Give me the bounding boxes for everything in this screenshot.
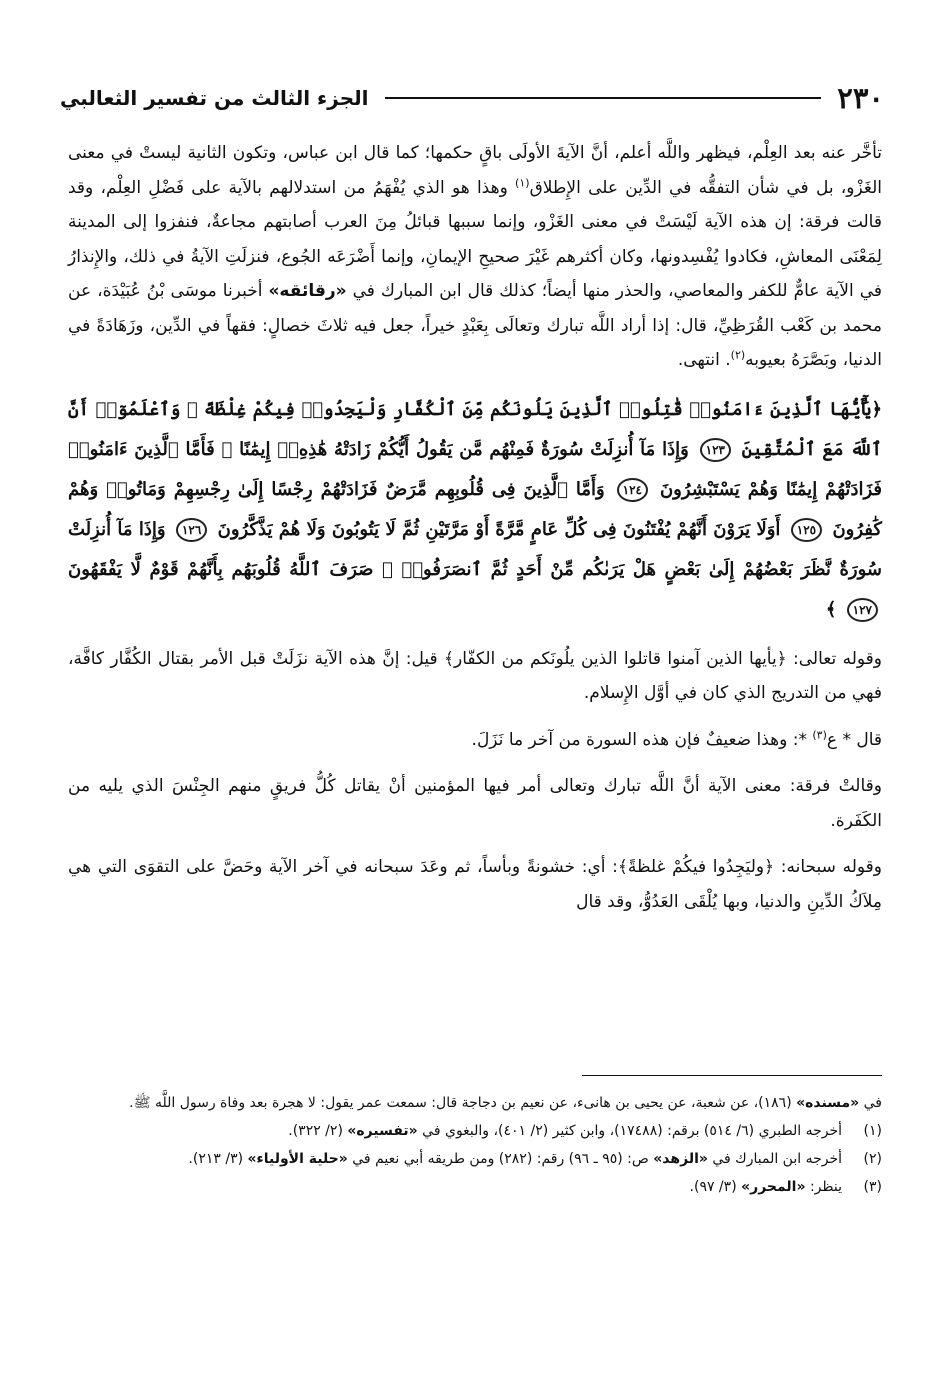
footnote-rule	[582, 1075, 882, 1076]
ayah-marker-123: ١٢٣	[700, 438, 731, 462]
text: تأخَّر عنه بعد العِلْم، فيظهر واللَّه أعلم، أنَّ الآيةَ الأولَى باقٍ حكمها؛ كما قال ابن عباس، وتكون الثانية ليستْ في معنى الغَزْو، بل في شأن التفقُّه في الدِّين على الإِطلاق	[68, 143, 882, 198]
page-number: ٢٣٠	[837, 81, 884, 115]
footnote-number: (٢)	[863, 1151, 882, 1167]
text: في	[859, 1095, 882, 1111]
footnote-continuation	[68, 1092, 882, 1115]
text: أخرجه ابن المبارك في	[707, 1151, 842, 1167]
footnote-ref-1: (١)	[515, 175, 530, 189]
ayah-marker-126: ١٢٦	[176, 518, 207, 542]
header-rule	[385, 97, 822, 99]
text: ينظر:	[805, 1179, 842, 1195]
text: ص: (٩٥ ـ ٩٦) رقم: (٢٨٢) ومن طريقه أبي نعيم في	[347, 1151, 654, 1167]
footnote-2	[68, 1148, 882, 1171]
verse-127: وَإِذَا مَآ أُنزِلَتْ سُورَةٌ نَّظَرَ بَعْضُهُمْ إِلَىٰ بَعْضٍ هَلْ يَرَىٰكُم مِّنْ أَحَدٍ ثُمَّ ٱنصَرَفُوا۟ ۚ صَرَفَ ٱللَّهُ قُلُوبَهُم بِأَنَّهُمْ قَوْمٌ لَّا يَفْقَهُونَ	[68, 518, 882, 580]
book-title: «مسنده»	[796, 1095, 860, 1111]
footnotes	[68, 1092, 882, 1204]
quran-verses	[68, 390, 882, 630]
running-title: الجزء الثالث من تفسير الثعالبي	[60, 86, 369, 110]
ornate-bracket-close: ﴾	[825, 598, 837, 620]
paragraph-4: وقالتْ فرقة: معنى الآية أنَّ اللَّه تبارك وتعالى أمر فيها المؤمنين أنْ يقاتل كُلُّ فريقٍ منهم الجِنْسَ الذي يليه من الكَفَرة.	[68, 776, 882, 831]
ayah-marker-124: ١٢٤	[617, 478, 648, 502]
verse-126: أَوَلَا يَرَوْنَ أَنَّهُمْ يُفْتَنُونَ فِى كُلِّ عَامٍ مَّرَّةً أَوْ مَرَّتَيْنِ ثُمَّ لَا يَتُوبُونَ وَلَا هُمْ يَذَّكَّرُونَ	[217, 518, 781, 540]
text: (١٨٦)، عن شعبة، عن يحيى بن هانىء، عن نعيم بن دجاجة قال: سمعت عمر يقول: لا هجرة بعد وفاة رسول اللَّه ﷺ.	[129, 1095, 797, 1111]
footnote-number: (٣)	[863, 1179, 882, 1195]
verse-123: يَٰٓأَيُّهَا ٱلَّذِينَ ءَامَنُوا۟ قَٰتِلُوا۟ ٱلَّذِينَ يَلُونَكُم مِّنَ ٱلْكُفَّارِ وَلْيَجِدُوا۟ فِيكُمْ غِلْظَةً ۚ وَٱعْلَمُوٓا۟ أَنَّ ٱللَّهَ مَعَ ٱلْمُتَّقِينَ	[68, 398, 882, 460]
paragraph-5: وقوله سبحانه: ﴿وليَجِدُوا فيكُمْ غلظةً﴾: أي: خشونةً وبأساً، ثم وعَدَ سبحانه في آخر الآية وحَضَّ على التقوَى التي هي مِلاَكُ الدِّينِ والدنيا، وبها يُلْقَى العَدُوُّ، وقد قال	[68, 857, 882, 912]
footnote-1	[68, 1120, 882, 1143]
verse-125: وَأَمَّا ٱلَّذِينَ فِى قُلُوبِهِم مَّرَضٌ فَزَادَتْهُمْ رِجْسًا إِلَىٰ رِجْسِهِمْ وَمَاتُوا۟ وَهُمْ كَٰفِرُونَ	[68, 478, 882, 540]
footnote-number: (١)	[863, 1123, 882, 1139]
text: (٢/ ٣٢٢).	[288, 1123, 348, 1139]
page-header	[60, 78, 884, 118]
footnote-text	[68, 1176, 842, 1199]
paragraph-3	[68, 723, 882, 758]
text: قال * ع	[826, 729, 882, 750]
text: . انتهى.	[677, 350, 731, 370]
ornate-bracket-open: ﴿	[871, 398, 882, 420]
verse-124: وَإِذَا مَآ أُنزِلَتْ سُورَةٌ فَمِنْهُم مَّن يَقُولُ أَيُّكُمْ زَادَتْهُ هَٰذِهِۦٓ إِيمَٰنًا ۚ فَأَمَّا ٱلَّذِينَ ءَامَنُوا۟ فَزَادَتْهُمْ إِيمَٰنًا وَهُمْ يَسْتَبْشِرُونَ	[68, 438, 882, 500]
main-text	[68, 136, 882, 919]
paragraph-1	[68, 136, 882, 378]
footnote-text	[68, 1120, 842, 1143]
book-title: «تفسيره»	[347, 1123, 418, 1139]
book-title: «رقائقه»	[268, 281, 347, 301]
text: (٣/ ٢١٣).	[188, 1151, 248, 1167]
footnote-ref-3: (٣)	[812, 727, 827, 741]
footnote-ref-2: (٢)	[730, 348, 746, 362]
ayah-marker-125: ١٢٥	[791, 518, 822, 542]
book-title: «الزهد»	[653, 1151, 708, 1167]
footnote-text	[68, 1148, 842, 1171]
text: أخرجه الطبري (٦/ ٥١٤) برقم: (١٧٤٨٨)، وابن كثير (٢/ ٤٠١)، والبغوي في	[417, 1123, 842, 1139]
footnote-3	[68, 1176, 882, 1199]
text: *: وهذا ضعيفٌ فإن هذه السورة من آخر ما نَزَلَ.	[471, 729, 813, 750]
paragraph-2: وقوله تعالى: ﴿يأيها الذين آمنوا قاتلوا الذين يلُونَكم من الكفّار﴾ قيل: إنَّ هذه الآية نزَلَتْ قبل الأمر بقتال الكُفَّار كافَّة، فهي من التدريج الذي كان في أوَّل الإِسلام.	[68, 648, 882, 703]
ayah-marker-127: ١٢٧	[847, 598, 878, 622]
text: وهذا هو الذي يُفْهَمُ من استدلالهم بالآية على فَضْلِ العِلْم، وقد قالت فرقة: إن هذه الآية لَيْسَتْ في معنى الغَزْو، وإنما سببها قبائلُ مِنَ العرب أصابتهم مجاعةٌ، فنفزوا إلى المدينة لِمَعْنَى المعاشِ، فكادوا يُفْسِدونها، وكان أكثرهم غَيْرَ صحيحِ الإيمانِ، وإنما أَضْرَعَه الجُوع، فنزلَتِ الآيةُ في ذلك، والإِنذارُ في الآية عامٌّ للكفر والمعاصي، والحذر منها أيضاً؛ كذلك قال ابن المبارك في	[68, 177, 883, 301]
text: (٣/ ٩٧).	[689, 1179, 742, 1195]
book-title: «حلية الأولياء»	[247, 1151, 348, 1167]
text: أخبرنا موسَى بْنُ عُبَيْدَة، عن محمد بن كَعْب القُرَظِيِّ، قال: إذا أراد اللَّه تبارك وتعالَى بِعَبْدٍ خيراً، جعل فيه ثلاثَ خصالٍ: فقهاً في الدِّين، وزَهَادَةً في الدنيا، وبَصَّرَهُ بعيوبه	[68, 281, 882, 370]
book-title: «المحرر»	[741, 1179, 806, 1195]
